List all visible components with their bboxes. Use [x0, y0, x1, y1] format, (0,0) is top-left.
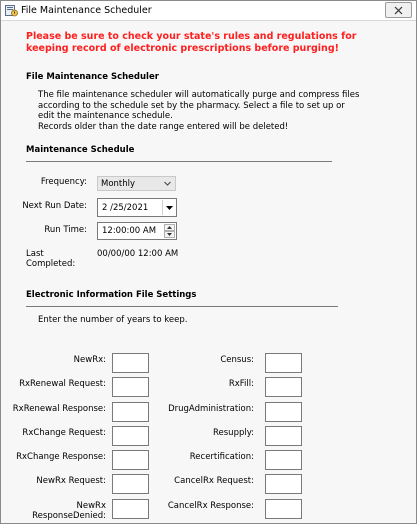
intro-line: The file maintenance scheduler will automatically purge and compress files [38, 90, 360, 100]
newrx-label: NewRx: [73, 355, 106, 365]
run-time-label: Run Time: [44, 225, 87, 235]
chevron-down-icon [163, 179, 172, 188]
intro-heading: File Maintenance Scheduler [26, 72, 159, 82]
rxchange-request-years-input[interactable] [112, 426, 149, 446]
eif-heading: Electronic Information File Settings [26, 290, 197, 300]
cancelrx-request-label: CancelRx Request: [174, 476, 254, 486]
last-completed-label: Last Completed: [26, 249, 76, 269]
rxchange-response-label: RxChange Response: [16, 452, 106, 462]
drugadministration-years-input[interactable] [265, 402, 302, 422]
schedule-heading: Maintenance Schedule [26, 145, 135, 155]
rxrenewal-request-label: RxRenewal Request: [19, 379, 106, 389]
run-time-input[interactable] [97, 222, 177, 240]
warning-line-1: Please be sure to check your state's rules and regulations for [26, 31, 357, 42]
census-label: Census: [220, 355, 254, 365]
intro-line: according to the schedule set by the pharmacy. Select a file to set up or [38, 100, 345, 111]
close-icon [394, 6, 403, 15]
intro-description [38, 90, 368, 132]
next-run-date-picker[interactable] [97, 198, 177, 217]
schedule-divider [26, 161, 332, 162]
close-button[interactable] [385, 2, 412, 18]
newrx-request-label: NewRx Request: [36, 476, 106, 486]
resupply-years-input[interactable] [265, 426, 302, 446]
app-scheduler-icon [5, 4, 18, 17]
recertification-label: Recertification: [189, 452, 254, 462]
newrx-years-input[interactable] [112, 353, 149, 373]
next-run-date-label: Next Run Date: [22, 201, 87, 211]
run-time-value: 12:00:00 AM [102, 226, 157, 236]
window-title: File Maintenance Scheduler [21, 5, 152, 16]
rxchange-response-years-input[interactable] [112, 450, 149, 470]
newrx-responsedenied-label: NewRx ResponseDenied: [32, 501, 106, 521]
warning-line-2: keeping record of electronic prescriptions before purging! [26, 43, 339, 54]
resupply-label: Resupply: [213, 428, 254, 438]
frequency-value: Monthly [101, 179, 136, 189]
purge-warning [26, 31, 406, 55]
spin-up-icon [167, 226, 172, 229]
run-time-spin-up[interactable] [164, 224, 175, 231]
eif-instruction: Enter the number of years to keep. [38, 315, 188, 325]
eif-divider [26, 306, 338, 307]
drugadministration-label: DrugAdministration: [168, 404, 254, 414]
last-completed-value: 00/00/00 12:00 AM [97, 249, 179, 259]
rxchange-request-label: RxChange Request: [22, 428, 106, 438]
newrx-responsedenied-years-input[interactable] [112, 499, 149, 519]
rxfill-label: RxFill: [228, 379, 254, 389]
title-bar [1, 1, 416, 21]
newrx-request-years-input[interactable] [112, 474, 149, 494]
next-run-date-value: 2 /25/2021 [102, 203, 149, 213]
intro-line: Records older than the date range entered will be deleted! [38, 121, 289, 132]
intro-line: edit the maintenance schedule. [38, 111, 173, 121]
frequency-select[interactable] [97, 176, 176, 191]
cancelrx-response-years-input[interactable] [265, 499, 302, 519]
run-time-spin-down[interactable] [164, 231, 175, 238]
dropdown-arrow-icon [166, 206, 173, 210]
cancelrx-response-label: CancelRx Response: [167, 501, 254, 511]
rxrenewal-response-label: RxRenewal Response: [12, 404, 106, 414]
frequency-label: Frequency: [40, 177, 87, 187]
rxrenewal-response-years-input[interactable] [112, 402, 149, 422]
recertification-years-input[interactable] [265, 450, 302, 470]
cancelrx-request-years-input[interactable] [265, 474, 302, 494]
rxrenewal-request-years-input[interactable] [112, 377, 149, 397]
census-years-input[interactable] [265, 353, 302, 373]
spin-down-icon [167, 233, 172, 236]
date-dropdown-button[interactable] [162, 200, 175, 215]
rxfill-years-input[interactable] [265, 377, 302, 397]
